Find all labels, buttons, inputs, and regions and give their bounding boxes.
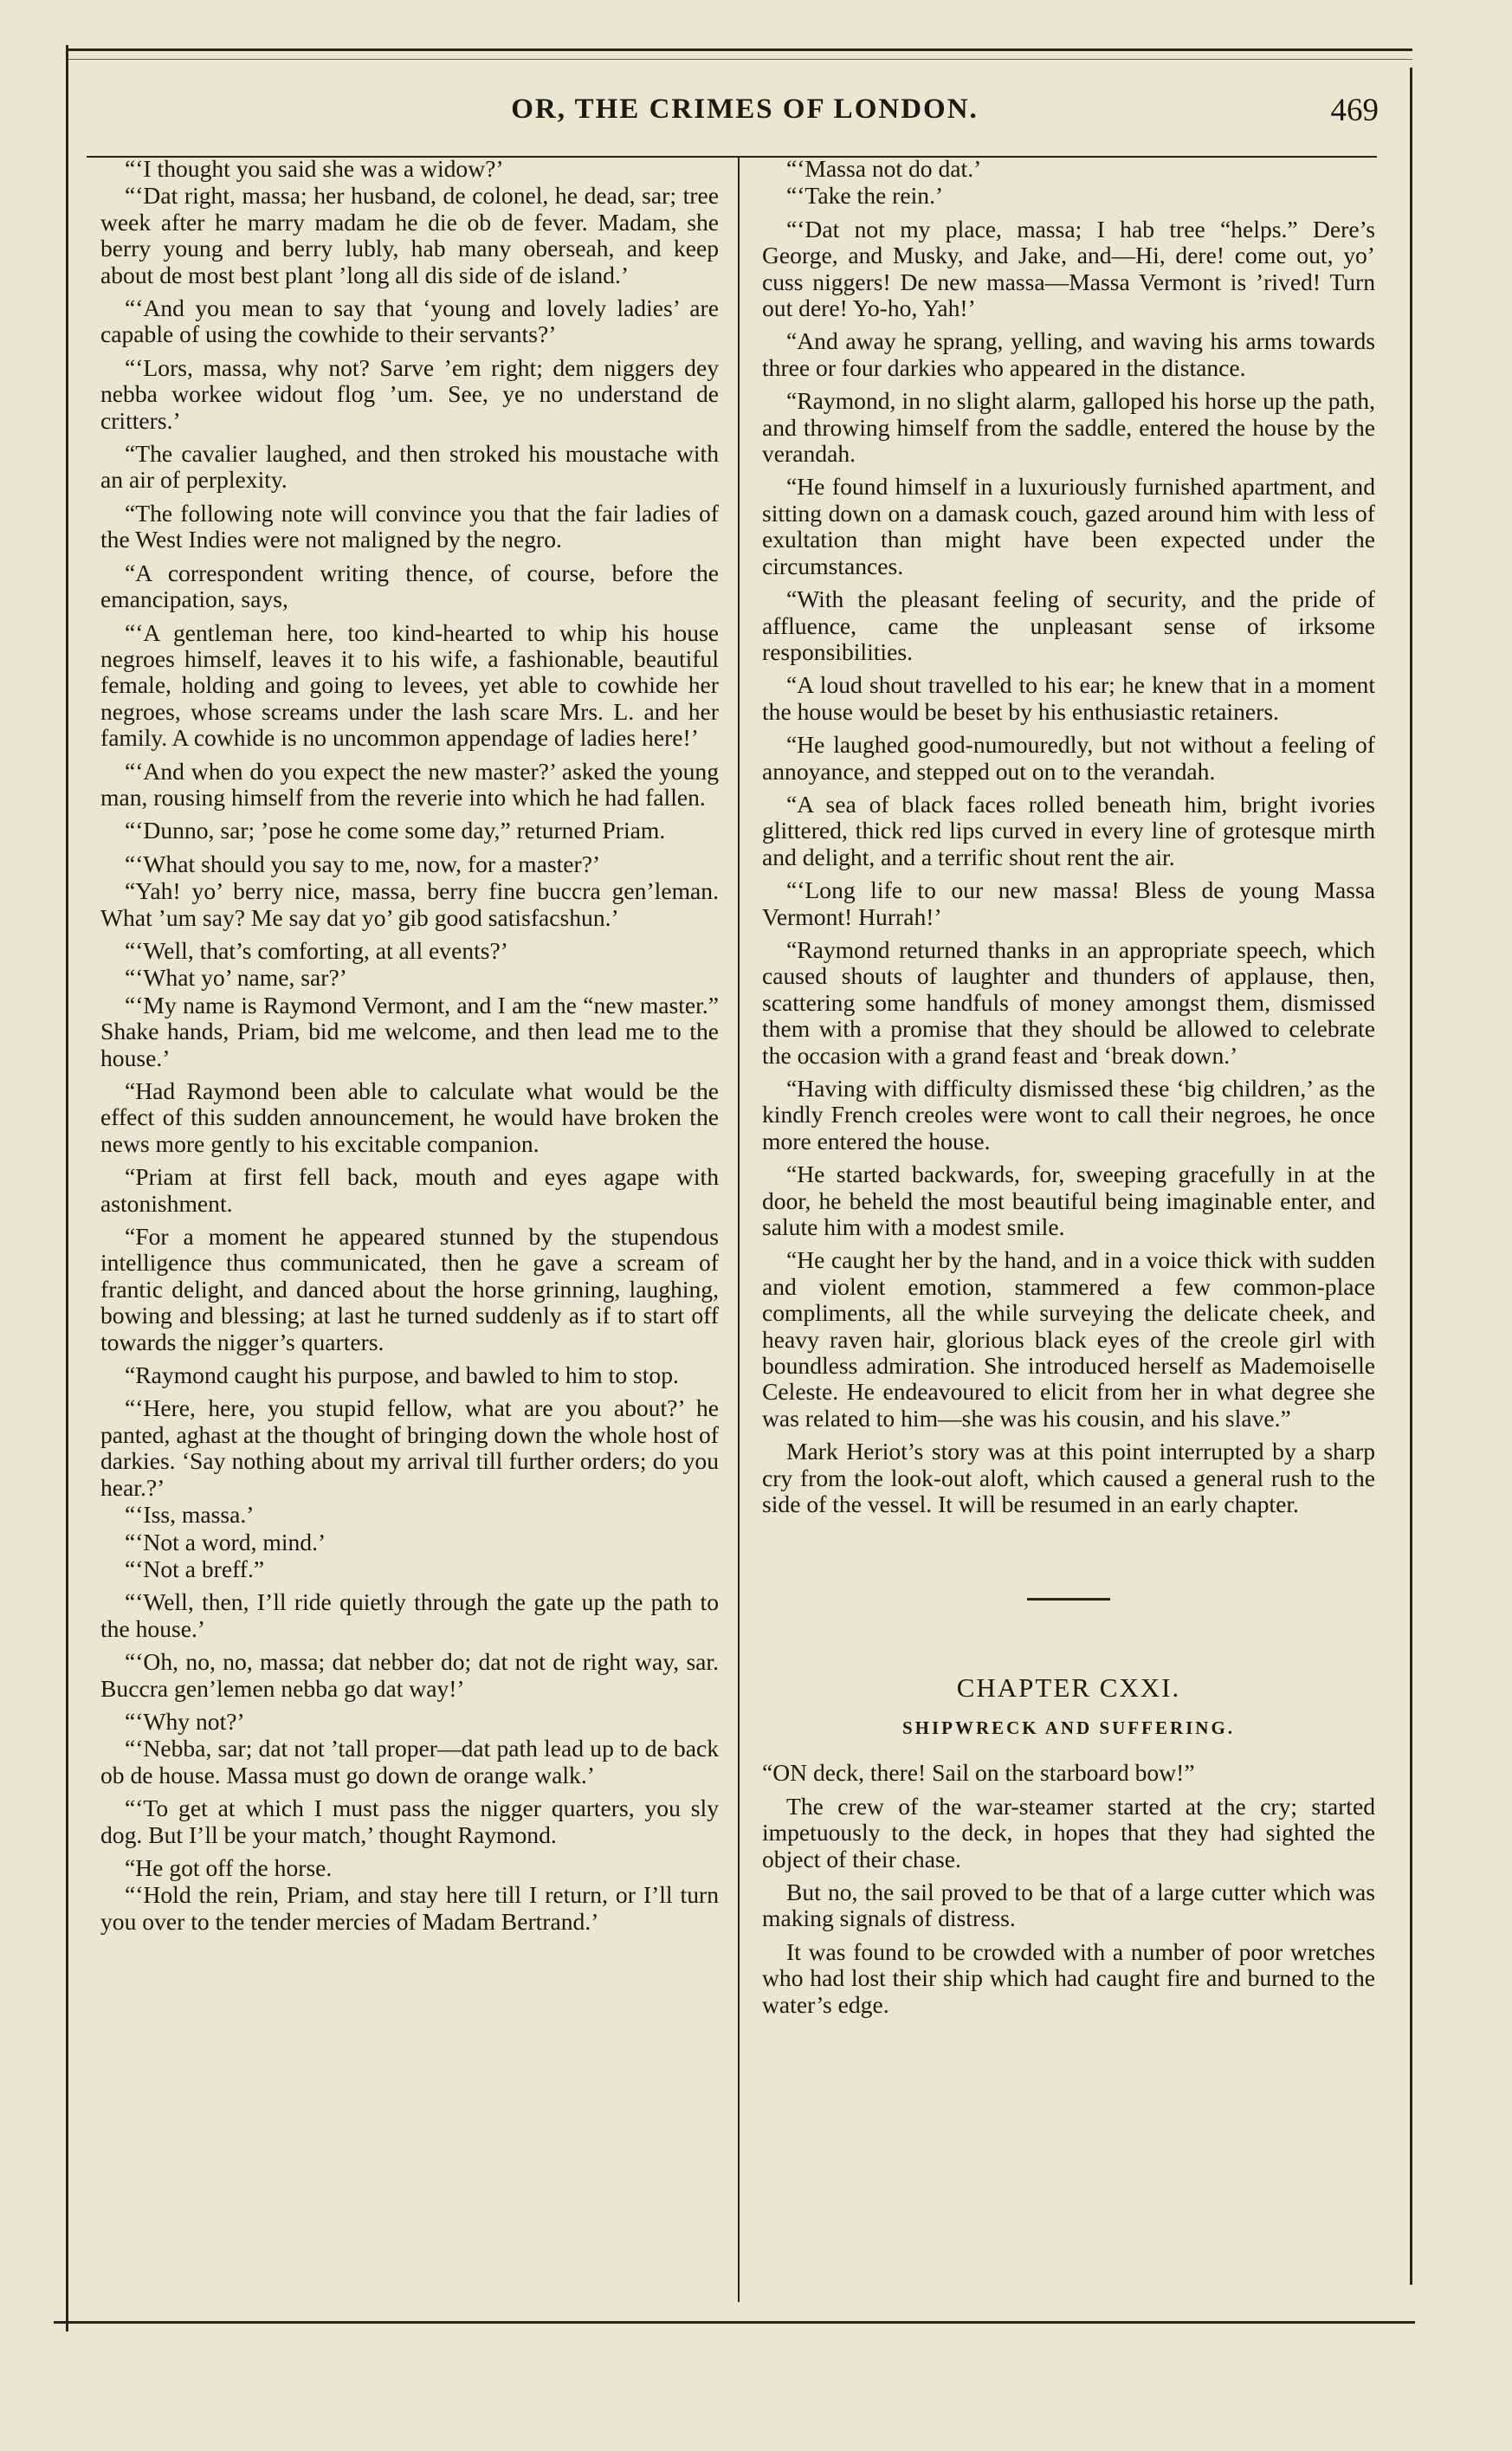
paragraph: “‘Here, here, you stupid fellow, what are you about?’ he panted, aghast at the thought of bringing down the whole host of darkies. ‘Say nothing about my arrival till further orders; do you hear.?’: [100, 1394, 719, 1501]
paragraph: “‘What yo’ name, sar?’: [125, 964, 347, 992]
paragraph: But no, the sail proved to be that of a large cutter which was making signals of distress.: [762, 1878, 1375, 1932]
paragraph: It was found to be crowded with a number of poor wretches who had lost their ship which had caught fire and burned to the water’s edge.: [762, 1937, 1375, 2018]
page-number: 469: [1330, 93, 1379, 128]
paragraph: Mark Heriot’s story was at this point interrupted by a sharp cry from the look-out aloft, which caused a general rush to the side of the vessel. It will be resumed in an early chapter.: [762, 1438, 1375, 1518]
paragraph: “‘Dunno, sar; ’pose he come some day,” returned Priam.: [125, 817, 666, 844]
paragraph: “‘Massa not do dat.’: [786, 155, 982, 182]
top-border-thin-rule: [66, 59, 1412, 60]
paragraph: “‘Dat not my place, massa; I hab tree “helps.” Dere’s George, and Musky, and Jake, and—Hi, dere! come out, yo’ cuss niggers! De new massa—Massa Vermont is ’rived! Turn out dere! Yo-ho, Yah!’: [762, 215, 1375, 322]
paragraph: “A correspondent writing thence, of course, before the emancipation, says,: [100, 559, 719, 613]
paragraph: “For a moment he appeared stunned by the stupendous intelligence thus communicated, then he gave a scream of frantic delight, and danced about the horse grinning, laughing, bowing and blessing; at last he turned suddenly as if to start off towards the nigger’s quarters.: [100, 1223, 719, 1355]
paragraph: “‘Long life to our new massa! Bless de young Massa Vermont! Hurrah!’: [762, 876, 1375, 930]
paragraph: “‘My name is Raymond Vermont, and I am the “new master.” Shake hands, Priam, bid me welcome, and then lead me to the house.’: [100, 991, 719, 1071]
paragraph: “Raymond returned thanks in an appropriate speech, which caused shouts of laughter and thunders of applause, then, scattering some handfuls of money amongst them, dismissed them with a promise that they should be allowed to celebrate the occasion with a grand feast and ‘break down.’: [762, 935, 1375, 1069]
paragraph: “‘Iss, massa.’: [125, 1501, 255, 1529]
paragraph: “Raymond caught his purpose, and bawled to him to stop.: [125, 1361, 679, 1389]
chapter-subtitle: SHIPWRECK AND SUFFERING.: [901, 1717, 1236, 1738]
paragraph: “He caught her by the hand, and in a voice thick with sudden and violent emotion, stammered a few common-place compliments, all the while surveying the delicate cheek, and heavy raven hair, glorious black eyes of the creole girl with boundless admiration. She introduced herself as Mademoiselle Celeste. He endeavoured to elicit from her in what degree she was related to him—she was his cousin, and his slave.”: [762, 1246, 1375, 1432]
left-column: [100, 156, 719, 1942]
paragraph: “‘Why not?’: [125, 1707, 245, 1735]
paragraph: “With the pleasant feeling of security, and the pride of affluence, came the unpleasant sense of irksome responsibilities.: [762, 585, 1375, 665]
paragraph: “Priam at first fell back, mouth and eyes agape with astonishment.: [100, 1163, 719, 1217]
paragraph: “‘Well, then, I’ll ride quietly through the gate up the path to the house.’: [100, 1588, 719, 1642]
paragraph: “‘I thought you said she was a widow?’: [125, 155, 504, 182]
paragraph: “‘Nebba, sar; dat not ’tall proper—dat path lead up to de back ob de house. Massa must go down de orange walk.’: [100, 1735, 719, 1788]
paragraph: “‘Hold the rein, Priam, and stay here till I return, or I’ll turn you over to the tender mercies of Madam Bertrand.’: [100, 1881, 719, 1935]
paragraph: “‘Oh, no, no, massa; dat nebber do; dat not de right way, sar. Buccra gen’lemen nebba go dat way!’: [100, 1648, 719, 1702]
paragraph: “‘Lors, massa, why not? Sarve ’em right; dem niggers dey nebba workee widout flog ’um. See, ye no understand de critters.’: [100, 353, 719, 434]
paragraph: “‘Take the rein.’: [786, 182, 944, 210]
paragraph: “‘Dat right, massa; her husband, de colonel, he dead, sar; tree week after he marry madam he die ob de fever. Madam, she berry young and berry lubly, hab many oberseah, and keep about de most best plant ’long all dis side of de island.’: [100, 182, 719, 288]
left-border-rule: [66, 45, 68, 2331]
paragraph: “The following note will convince you that the fair ladies of the West Indies were not maligned by the negro.: [100, 499, 719, 553]
paragraph: “He got off the horse.: [125, 1853, 333, 1881]
paragraph: “‘Not a breff.”: [125, 1555, 265, 1582]
paragraph: The crew of the war-steamer started at the cry; started impetuously to the deck, in hopes that they had sighted the object of their chase.: [762, 1792, 1375, 1872]
right-column: [762, 156, 1375, 2025]
paragraph: “A loud shout travelled to his ear; he knew that in a moment the house would be beset by his enthusiastic retainers.: [762, 671, 1375, 725]
paragraph: “The cavalier laughed, and then stroked his moustache with an air of perplexity.: [100, 440, 719, 494]
bottom-border-rule: [54, 2321, 1415, 2324]
chapter-opening-paragraph: “ON deck, there! Sail on the starboard bow!”: [762, 1759, 1195, 1787]
paragraph: “A sea of black faces rolled beneath him, bright ivories glittered, thick red lips curved in every line of grotesque mirth and delight, and a terrific shout rent the air.: [762, 790, 1375, 870]
paragraph: “Yah! yo’ berry nice, massa, berry fine buccra gen’leman. What ’um say? Me say dat yo’ gib good satisfacshun.’: [100, 877, 719, 931]
paragraph: “‘And you mean to say that ‘young and lovely ladies’ are capable of using the cowhide to their servants?’: [100, 294, 719, 348]
chapter-title: CHAPTER CXXI.: [956, 1672, 1181, 1703]
paragraph: “Having with difficulty dismissed these ‘big children,’ as the kindly French creoles were wont to call their negroes, he once more entered the house.: [762, 1075, 1375, 1154]
paragraph: “‘Not a word, mind.’: [125, 1528, 326, 1555]
paragraph: “He started backwards, for, sweeping gracefully in at the door, he beheld the most beautiful being imaginable enter, and salute him with a modest smile.: [762, 1161, 1375, 1241]
paragraph: “Raymond, in no slight alarm, galloped his horse up the path, and throwing himself from the saddle, entered the house by the verandah.: [762, 387, 1375, 468]
column-divider: [738, 158, 740, 2302]
paragraph: “Had Raymond been able to calculate what would be the effect of this sudden announcement, he would have broken the news more gently to his excitable companion.: [100, 1077, 719, 1157]
paragraph: “‘What should you say to me, now, for a master?’: [125, 850, 601, 877]
running-title: OR, THE CRIMES OF LONDON.: [511, 94, 979, 125]
section-separator: [1027, 1598, 1110, 1601]
paragraph: “And away he sprang, yelling, and waving his arms towards three or four darkies who appeared in the distance.: [762, 327, 1375, 381]
paragraph: “‘To get at which I must pass the nigger quarters, you sly dog. But I’ll be your match,’ thought Raymond.: [100, 1795, 719, 1848]
paragraph: “‘Well, that’s comforting, at all events?’: [125, 936, 508, 964]
right-border-rule: [1410, 68, 1412, 2285]
paragraph: “‘And when do you expect the new master?’ asked the young man, rousing himself from the reverie into which he had fallen.: [100, 757, 719, 811]
paragraph: “He laughed good-numouredly, but not without a feeling of annoyance, and stepped out on to the verandah.: [762, 731, 1375, 785]
top-border-rule: [66, 49, 1412, 51]
paragraph: “‘A gentleman here, too kind-hearted to whip his house negroes himself, leaves it to his wife, a fashionable, beautiful female, holding and going to levees, yet able to cowhide her negroes, whose screams under the lash scare Mrs. L. and her family. A cowhide is no uncommon appendage of ladies here!’: [100, 618, 719, 752]
paragraph: “He found himself in a luxuriously furnished apartment, and sitting down on a damask couch, gazed around him with less of exultation than might have been expected under the circumstances.: [762, 473, 1375, 579]
